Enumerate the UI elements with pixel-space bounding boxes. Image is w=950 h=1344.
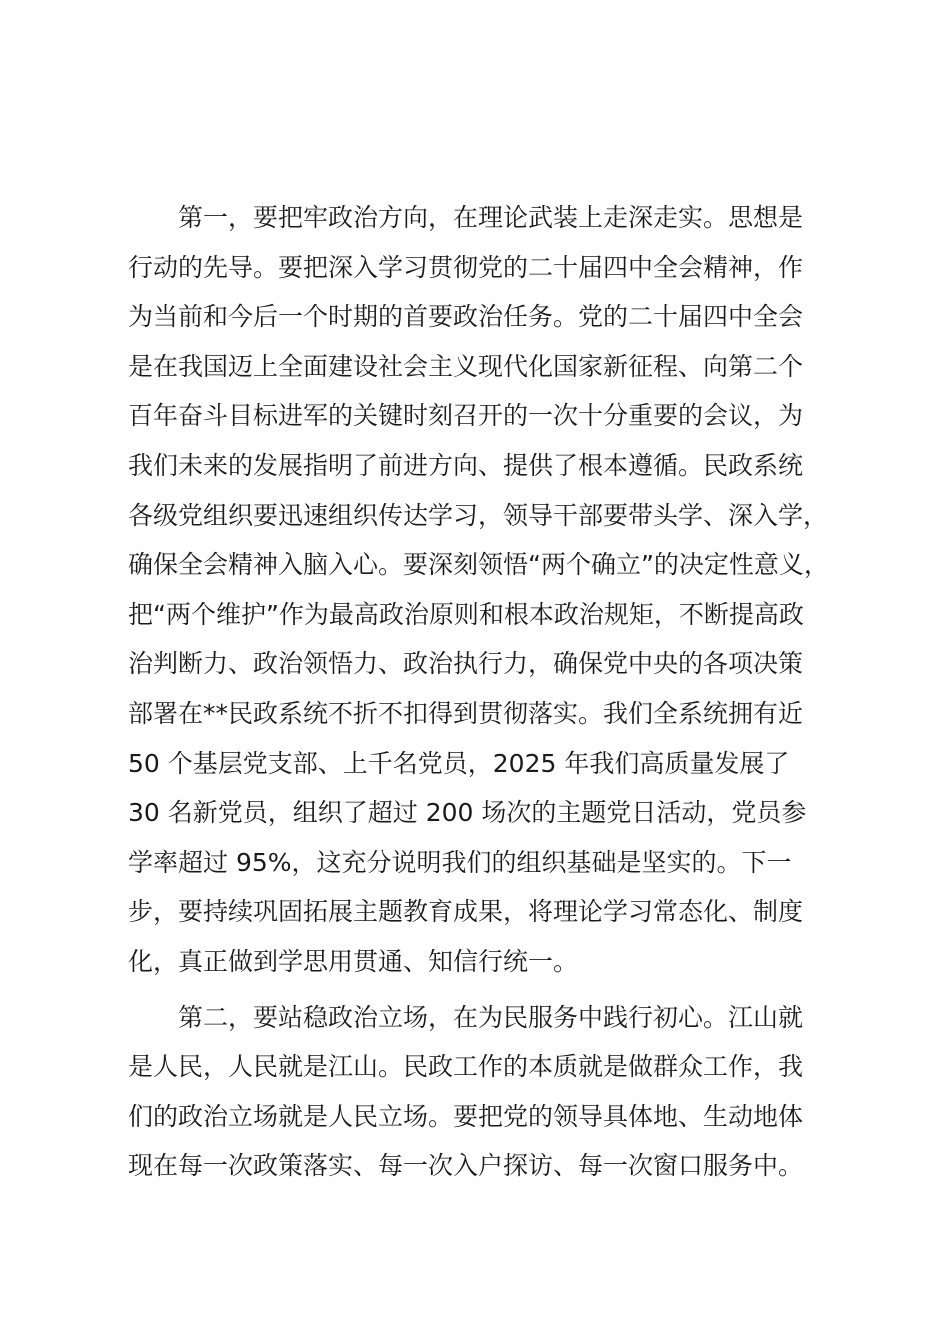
text-line: 现在每一次政策落实、每一次入户探访、每一次窗口服务中。 bbox=[128, 1151, 804, 1181]
text-line: 第一，要把牢政治方向，在理论武装上走深走实。思想是 bbox=[128, 203, 804, 232]
text-line: 各级党组织要迅速组织传达学习，领导干部要带头学、深入学， bbox=[128, 500, 829, 530]
text-line: 把“两个维护”作为最高政治原则和根本政治规矩，不断提高政 bbox=[128, 599, 804, 629]
text-line: 是人民，人民就是江山。民政工作的本质就是做群众工作，我 bbox=[128, 1052, 804, 1082]
text-line: 50 个基层党支部、上千名党员，2025 年我们高质量发展了 bbox=[128, 748, 790, 778]
text-line: 为当前和今后一个时期的首要政治任务。党的二十届四中全会 bbox=[128, 302, 804, 332]
paragraph-2 bbox=[128, 993, 848, 1191]
text-line: 30 名新党员，组织了超过 200 场次的主题党日活动，党员参 bbox=[128, 798, 807, 828]
text-line: 确保全会精神入脑入心。要深刻领悟“两个确立”的决定性意义， bbox=[128, 550, 829, 580]
body-text bbox=[128, 193, 848, 1191]
text-line: 化，真正做到学思用贯通、知信行统一。 bbox=[128, 946, 579, 976]
text-line: 是在我国迈上全面建设社会主义现代化国家新征程、向第二个 bbox=[128, 351, 804, 381]
text-line: 第二，要站稳政治立场，在为民服务中践行初心。江山就 bbox=[128, 1002, 804, 1032]
text-line: 们的政治立场就是人民立场。要把党的领导具体地、生动地体 bbox=[128, 1101, 804, 1131]
text-line: 步，要持续巩固拓展主题教育成果，将理论学习常态化、制度 bbox=[128, 897, 804, 927]
text-line: 部署在**民政系统不折不扣得到贯彻落实。我们全系统拥有近 bbox=[128, 698, 804, 728]
paragraph-1 bbox=[128, 193, 848, 987]
text-line: 我们未来的发展指明了前进方向、提供了根本遵循。民政系统 bbox=[128, 450, 804, 480]
text-line: 学率超过 95%，这充分说明我们的组织基础是坚实的。下一 bbox=[128, 847, 792, 877]
text-line: 治判断力、政治领悟力、政治执行力，确保党中央的各项决策 bbox=[128, 649, 804, 679]
text-line: 百年奋斗目标进军的关键时刻召开的一次十分重要的会议，为 bbox=[128, 401, 804, 431]
text-line: 行动的先导。要把深入学习贯彻党的二十届四中全会精神，作 bbox=[128, 252, 804, 282]
